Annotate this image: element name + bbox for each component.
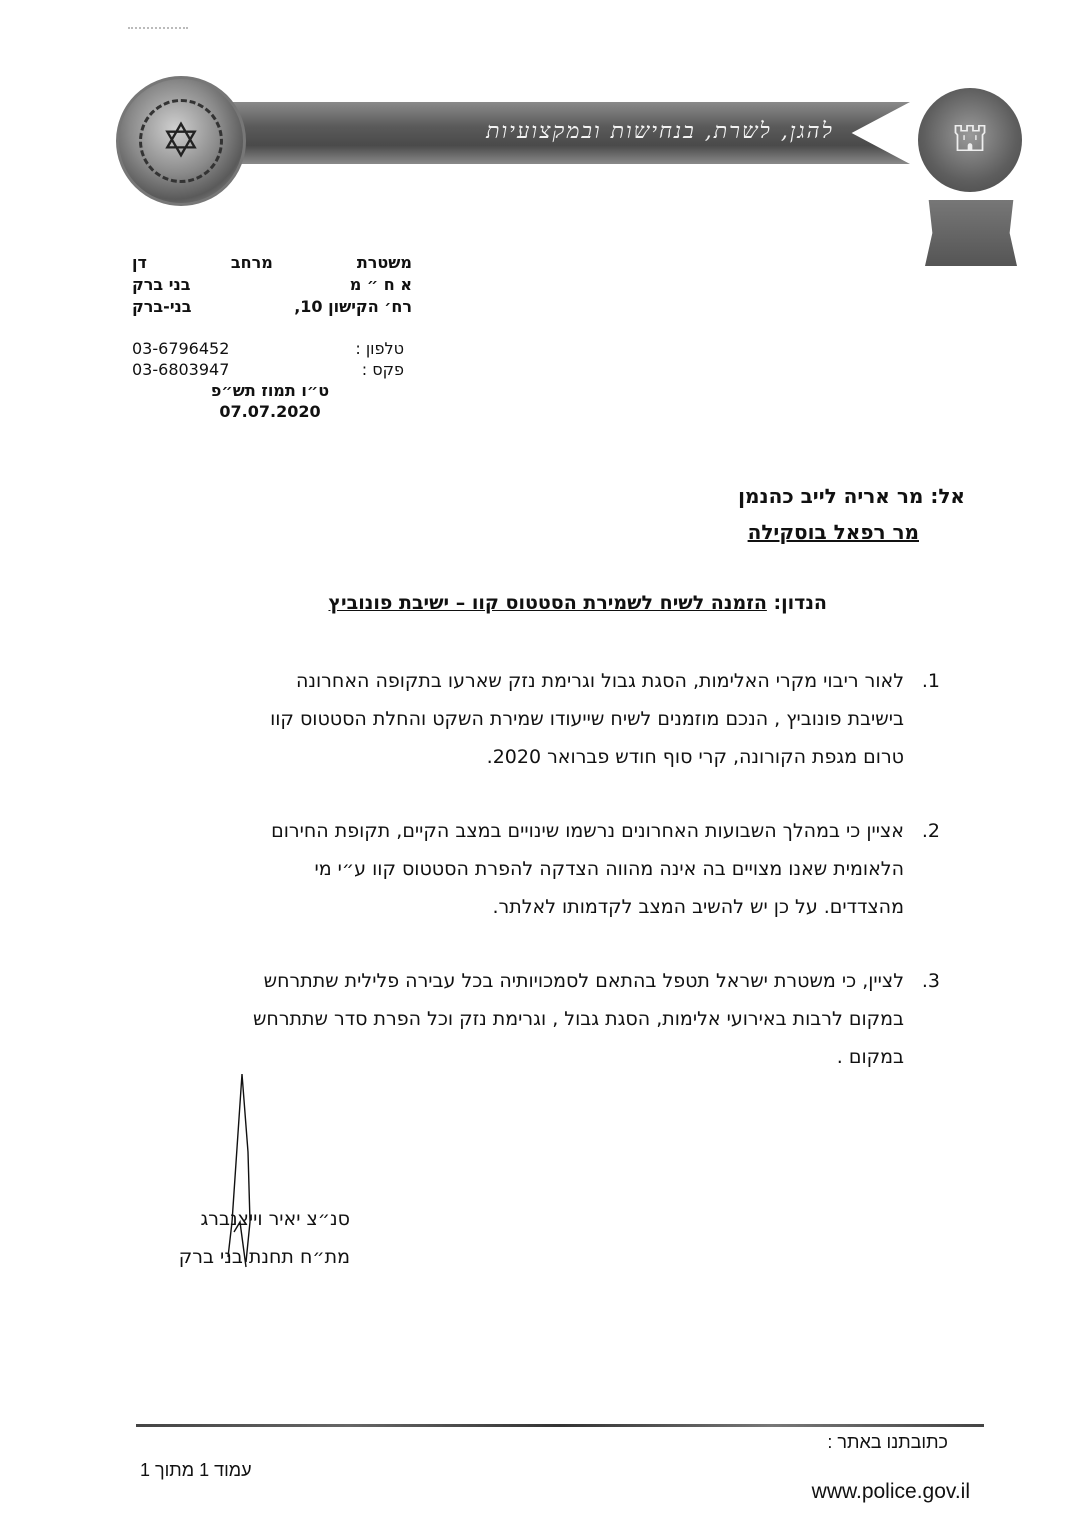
sender-region: מרחב <box>230 253 273 272</box>
to-label: אל: <box>930 484 965 508</box>
paragraph-number: 2. <box>921 820 940 842</box>
signatory-title: מת״ח תחנת בני ברק <box>178 1246 350 1268</box>
paragraph-number: 1. <box>921 670 940 692</box>
police-star-emblem-icon <box>116 76 246 206</box>
sender-city: בני-ברק <box>132 297 192 316</box>
footer-divider <box>136 1424 984 1427</box>
signature-block <box>140 1200 350 1276</box>
recipients-block <box>560 478 965 550</box>
banner-motto: להגן, לשרת, בנחישות ובמקצועיות <box>486 119 834 144</box>
fax-label: פקס : <box>361 360 404 379</box>
sender-line-2 <box>132 274 412 296</box>
sender-org: משטרת <box>356 253 412 272</box>
paragraph-line: במקום . <box>836 1046 904 1068</box>
gregorian-date: 07.07.2020 <box>219 402 321 421</box>
recipient-line-1 <box>560 478 965 514</box>
paragraph-1 <box>150 662 940 776</box>
paragraph-line: מהצדדים. על כן יש להשיב המצב לקדמותו לאלתר. <box>492 896 904 918</box>
fax-row <box>132 359 404 380</box>
phone-label: טלפון : <box>355 339 404 358</box>
emblem-ribbon <box>925 200 1017 266</box>
subject-text: הזמנה לשיח לשמירת הסטטוס קוו – ישיבת פונוביץ <box>328 592 767 614</box>
subject-label: הנדון: <box>773 592 827 614</box>
sender-district: דן <box>132 253 147 272</box>
letterhead-banner <box>120 86 940 176</box>
sender-station: בני ברק <box>132 275 191 294</box>
website-link[interactable]: www.police.gov.il <box>811 1480 970 1503</box>
paragraph-2 <box>150 812 940 926</box>
recipient-1: מר אריה לייב כהנמן <box>738 484 924 508</box>
contact-block <box>132 338 404 380</box>
sender-line-3 <box>132 296 412 318</box>
paragraph-line: אציין כי במהלך השבועות האחרונים נרשמו שינויים במצב הקיים, תקופת החירום <box>271 820 904 842</box>
phone-row <box>132 338 404 359</box>
paragraph-line: במקום לרבות באירועי אלימות, הסגת גבול , וגרימת נזק וכל הפרת סדר שתתרחש <box>252 1008 904 1030</box>
paragraph-3 <box>150 962 940 1076</box>
star-icon: ✡ <box>139 99 223 183</box>
date-block <box>180 380 360 422</box>
sender-line-1 <box>132 252 412 274</box>
phone-number: 03-6796452 <box>132 339 230 358</box>
paragraph-line: בישיבת פונוביץ , הנכם מוזמנים לשיח שייעודו שמירת השקט והחלת הסטטוס קוו <box>270 708 904 730</box>
page-number: עמוד 1 מתוך 1 <box>140 1460 252 1480</box>
paragraph-line: לציין, כי משטרת ישראל תטפל בהתאם לסמכויותיה בכל עבירה פלילית שתתרחש <box>263 970 904 992</box>
subject-line <box>200 592 827 614</box>
hebrew-date: ט״ו תמוז תש״פ <box>210 381 330 400</box>
footer-site-label: כתובתנו באתר : <box>827 1432 948 1452</box>
district-emblem-icon: ⛫ <box>918 88 1022 192</box>
paragraph-number: 3. <box>921 970 940 992</box>
paragraph-line: לאור ריבוי מקרי האלימות, הסגת גבול וגרימת נזק שארעו בתקופה האחרונה <box>295 670 904 692</box>
sender-block <box>132 252 412 318</box>
fax-number: 03-6803947 <box>132 360 230 379</box>
sender-street: רח׳ הקישון 10, <box>294 297 412 316</box>
signatory-name: סנ״צ יאיר וייצנברג <box>200 1208 350 1230</box>
paragraph-line: הלאומית שאנו מצויים בה אינה מהווה הצדקה להפרת הסטטוס קוו ע״י מי <box>314 858 904 880</box>
sender-unit: א ח ״ מ <box>349 275 412 294</box>
recipient-2: מר רפאל בוסקילה <box>747 520 919 544</box>
paragraph-line: טרום מגפת הקורונה, קרי סוף חודש פברואר 2020. <box>486 746 904 768</box>
scan-artifact <box>128 27 188 33</box>
